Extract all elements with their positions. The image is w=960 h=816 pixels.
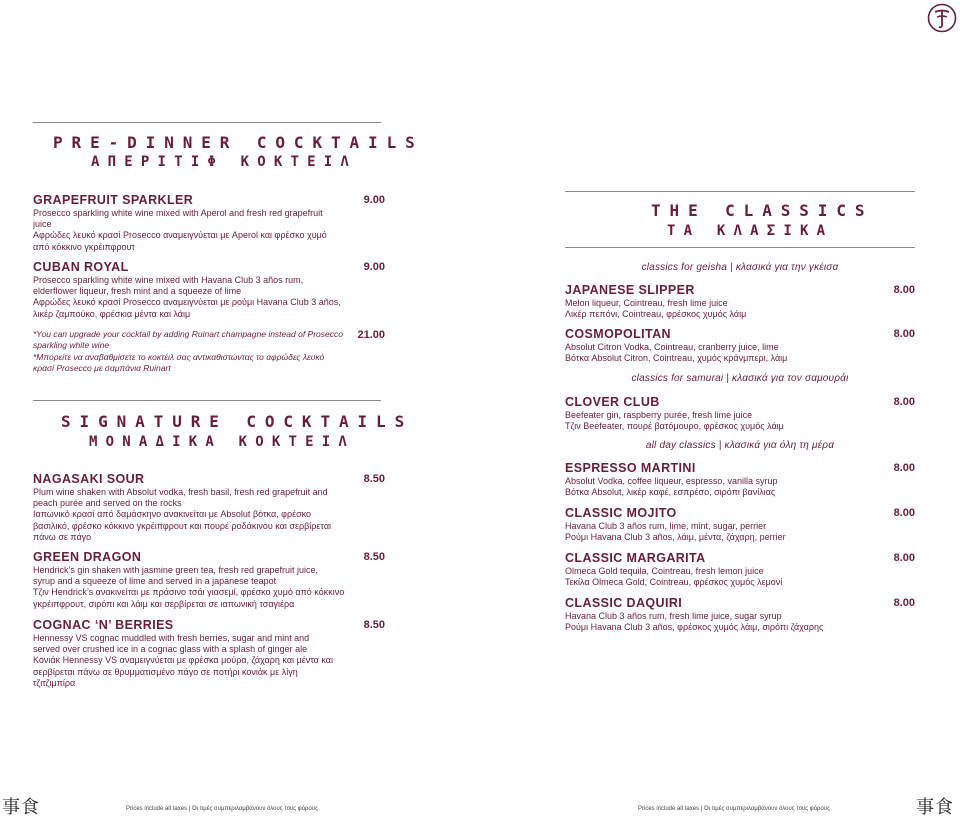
item-name: COGNAC ‘N’ BERRIES [33, 618, 174, 632]
menu-item [565, 551, 915, 588]
item-description: Plum wine shaken with Absolut vodka, fresh basil, fresh red grapefruit and peach purée and served on the rocks [33, 487, 328, 509]
item-description-greek: Αφρώδες λευκό κρασί Prosecco αναμειγνύεται με Aperol και φρέσκο χυμό από κόκκινο γκρέιπφρουτ [33, 230, 327, 252]
divider [565, 191, 915, 192]
item-description: Absolut Citron Vodka, Cointreau, cranberry juice, lime [565, 342, 779, 352]
item-name: GREEN DRAGON [33, 550, 142, 564]
item-name: ESPRESSO MARTINI [565, 461, 696, 475]
item-price: 8.00 [893, 328, 915, 340]
pre-dinner-title: PRE-DINNER COCKTAILS [53, 133, 424, 152]
divider [33, 122, 381, 123]
item-description: Prosecco sparkling white wine mixed with Aperol and fresh red grapefruit juice [33, 208, 323, 230]
item-description: Beefeater gin, raspberry purée, fresh lime juice [565, 410, 753, 420]
pre-dinner-title-greek: ΑΠΕΡΙΤΙΦ ΚΟΚΤΕΙΛ [91, 154, 358, 170]
subheading-geisha: classics for geisha | κλασικά για την γκέισα [641, 262, 839, 273]
footer-note-greek: Οι τιμές συμπεριλαμβάνουν όλους τους φόρους [703, 806, 830, 812]
kanji-mark-left: 事食 [2, 797, 40, 816]
item-description-greek: Τεκίλα Olmeca Gold, Cointreau, φρέσκος χυμός λεμονί [565, 577, 783, 588]
divider [565, 247, 915, 248]
item-price: 8.50 [363, 619, 385, 631]
item-description: Absolut Vodka, coffee liqueur, espresso, vanilla syrup [565, 476, 778, 486]
menu-item [565, 327, 915, 364]
item-price: 21.00 [357, 329, 385, 341]
restaurant-logo-icon [927, 3, 957, 33]
item-name: JAPANESE SLIPPER [565, 283, 695, 297]
item-description-greek: Λικέρ πεπόνι, Cointreau, φρέσκος χυμός λάιμ [565, 309, 747, 320]
item-name: CLASSIC MOJITO [565, 506, 677, 520]
item-description: Havana Club 3 años rum, fresh lime juice, sugar syrup [565, 611, 782, 621]
item-description-greek: Αφρώδες λευκό κρασί Prosecco αναμειγνύεται με ρούμι Havana Club 3 años, λικέρ ζαμπούκο, φρέσκια μέντα και λάιμ [33, 297, 341, 319]
item-description-greek: Ιαπωνικό κρασί από δαμάσκηνο ανακινείται με Absolut βότκα, φρέσκο βασιλικό, φρέσκο κόκκινο γκρέιπφρουτ και πουρέ ροδάκινου και σερβίρεται πάνω σε πάγο [33, 509, 332, 542]
footer-tax-note-left [126, 806, 318, 812]
item-description: Hennessy VS cognac muddled with fresh berries, sugar and mint and served over crushed ice in a cognac glass with a splash of ginger ale [33, 633, 310, 655]
item-name: NAGASAKI SOUR [33, 472, 145, 486]
item-description-greek: Κονιάκ Hennessy VS αναμειγνύεται με φρέσκα μούρα, ζάχαρη και μέντα και σερβίρεται πάνω σε θρυμματισμένο πάγο σε ποτήρι κονιάκ με λίγη τζιτζιμπίρα [33, 655, 333, 688]
footer-note-en: Prices include all taxes [638, 806, 700, 812]
item-description-greek: Ρούμι Havana Club 3 años, φρέσκος χυμός λάιμ, σιρόπι ζάχαρης [565, 622, 824, 633]
item-price: 8.50 [363, 473, 385, 485]
item-description-greek: Βότκα Absolut, λικέρ καφέ, εσπρέσο, σιρόπι βανίλιας [565, 487, 776, 498]
note-text: *You can upgrade your cocktail by adding Ruinart champagne instead of Prosecco sparkling white wine [33, 329, 343, 351]
item-price: 8.00 [893, 462, 915, 474]
classics-title: THE CLASSICS [651, 201, 874, 220]
item-description: Olmeca Gold tequila, Cointreau, fresh lemon juice [565, 566, 764, 576]
item-description: Hendrick’s gin shaken with jasmine green tea, fresh red grapefruit juice, syrup and a squeeze of lime and served in a japanese teapot [33, 565, 318, 587]
item-price: 8.00 [893, 552, 915, 564]
item-description-greek: Τζιν Beefeater, πουρέ βατόμουρο, φρέσκος χυμός λάιμ [565, 421, 784, 432]
item-description: Havana Club 3 años rum, lime, mint, sugar, perrier [565, 521, 767, 531]
menu-item [33, 618, 385, 689]
menu-item [565, 395, 915, 432]
item-price: 8.00 [893, 284, 915, 296]
item-name: CUBAN ROYAL [33, 260, 129, 274]
footer-separator: | [188, 806, 191, 812]
item-price: 9.00 [363, 194, 385, 206]
item-name: CLOVER CLUB [565, 395, 660, 409]
item-description-greek: Ρούμι Havana Club 3 años, λάιμ, μέντα, ζάχαρη, perrier [565, 532, 786, 543]
classics-title-greek: ΤΑ ΚΛΑΣΙΚΑ [667, 223, 834, 239]
item-name: CLASSIC MARGARITA [565, 551, 706, 565]
item-price: 8.00 [893, 597, 915, 609]
signature-title: SIGNATURE COCKTAILS [61, 412, 414, 431]
item-price: 8.00 [893, 396, 915, 408]
menu-item [33, 193, 385, 253]
menu-item [33, 472, 385, 543]
footer-note-en: Prices include all taxes [126, 806, 188, 812]
menu-item [565, 596, 915, 633]
item-name: GRAPEFRUIT SPARKLER [33, 193, 194, 207]
footer-tax-note-right [638, 806, 830, 812]
item-price: 9.00 [363, 261, 385, 273]
item-name: COSMOPOLITAN [565, 327, 671, 341]
menu-item [33, 550, 385, 610]
menu-item [565, 283, 915, 320]
kanji-mark-right: 事食 [916, 797, 954, 816]
subheading-all-day: all day classics | κλασικά για όλη τη μέρα [645, 440, 835, 451]
footer-note-greek: Οι τιμές συμπεριλαμβάνουν όλους τους φόρους [191, 806, 318, 812]
item-description: Prosecco sparkling white wine mixed with Havana Club 3 años rum, elderflower liqueur, fresh mint and a squeeze of lime [33, 275, 304, 297]
item-description: Melon liqueur, Cointreau, fresh lime juice [565, 298, 728, 308]
subheading-samurai: classics for samurai | κλασικά για τον σαμουράι [631, 373, 849, 384]
item-price: 8.50 [363, 551, 385, 563]
note-text-greek: *Μπορείτε να αναβαθμίσετε το κοκτέιλ σας αντικαθιστώντας το αφρώδες λευκό κρασί Prosecco με σαμπάνια Ruinart [33, 352, 325, 374]
menu-item [33, 260, 385, 320]
item-price: 8.00 [893, 507, 915, 519]
divider [33, 400, 381, 401]
item-description-greek: Τζιν Hendrick’s ανακινείται με πράσινο τσάι γιασεμί, φρέσκο χυμό από κόκκινο γκρέιπφρουτ, σιρόπι και λάιμ και σερβίρεται σε ιαπωνική τσαγιέρα [33, 587, 345, 609]
signature-title-greek: ΜΟΝΑΔΙΚΑ ΚΟΚΤΕΙΛ [89, 434, 356, 450]
menu-item [565, 461, 915, 498]
item-name: CLASSIC DAQUIRI [565, 596, 683, 610]
item-description-greek: Βότκα Absolut Citron, Cointreau, χυμός κράνμπερι, λάιμ [565, 353, 788, 364]
footer-separator: | [700, 806, 703, 812]
menu-item [565, 506, 915, 543]
